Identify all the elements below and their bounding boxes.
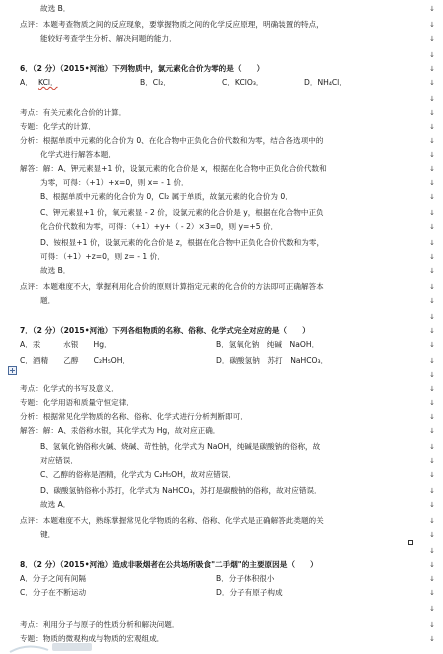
option-c: C．KClO₃． [222, 78, 264, 87]
text-line [0, 220, 443, 234]
line-text: A．分子之间有间隔 [20, 574, 86, 583]
line-text: 分析：根据常见化学物质的名称、俗称、化学式进行分析判断即可． [20, 412, 248, 421]
line-text: 故选 A． [40, 500, 71, 509]
option-right-column [0, 354, 443, 368]
paragraph-mark-icon: ↓ [429, 223, 435, 231]
line-text: B、氢氧化钠俗称火碱、烧碱、苛性钠，化学式为 NaOH，纯碱是碳酸钠的俗称，故 [40, 442, 321, 451]
question-stem: 6．（2 分）（2015•河池）下列物质中，氯元素化合价为零的是（ ） [20, 64, 265, 73]
option-d: D．碳酸氢钠 苏打 NaHCO₃． [216, 356, 329, 365]
line-text: 分析：根据单质中元素的化合价为 0、在化合物中正负化合价代数和为零，结合各选项中的 [20, 136, 324, 145]
text-line [0, 410, 443, 424]
line-text: 为零，可得：（+1）+x=0，则 x= - 1 价． [40, 178, 189, 187]
line-text: 对应错误． [40, 456, 78, 465]
line-text: 解答：解：A、钾元素显+1 价，设氯元素的化合价是 x，根据在化合物中正负化合价代数和 [20, 164, 327, 173]
text-line [0, 264, 443, 278]
paragraph-mark-icon: ↓ [429, 357, 435, 365]
paragraph-mark-icon: ↓ [429, 179, 435, 187]
line-text: 点评：本题难度不大，掌握利用化合价的原则计算指定元素的化合价的方法即可正确解答本 [20, 282, 324, 291]
paragraph-mark-icon: ↓ [429, 21, 435, 29]
paragraph-mark-icon: ↓ [429, 165, 435, 173]
text-line [0, 544, 443, 558]
paragraph-mark-icon: ↓ [429, 209, 435, 217]
text-line [0, 280, 443, 294]
text-line [0, 32, 443, 46]
text-line [0, 528, 443, 542]
paragraph-mark-icon: ↓ [429, 605, 435, 613]
paragraph-mark-icon: ↓ [429, 239, 435, 247]
text-line [0, 148, 443, 162]
line-text: 点评：本题难度不大，熟练掌握常见化学物质的名称、俗称、化学式是正确解答此类题的关 [20, 516, 324, 525]
line-text: 专题：化学用语和质量守恒定律． [20, 398, 134, 407]
text-line [0, 106, 443, 120]
paragraph-mark-icon: ↓ [429, 283, 435, 291]
paragraph-mark-icon: ↓ [429, 151, 435, 159]
paragraph-mark-icon: ↓ [429, 501, 435, 509]
paragraph-mark-icon: ↓ [429, 109, 435, 117]
paragraph-mark-icon: ↓ [429, 193, 435, 201]
watermark-logo [8, 640, 98, 654]
option-right-column [0, 586, 443, 600]
line-text: 考点：利用分子与原子的性质分析和解决问题． [20, 620, 180, 629]
text-line [0, 618, 443, 632]
line-text: 解答：解：A、汞俗称水银，其化学式为 Hg，故对应正确． [20, 426, 221, 435]
paragraph-mark-icon: ↓ [429, 413, 435, 421]
option-a: KCl． [38, 78, 58, 87]
paragraph-mark-icon: ↓ [429, 531, 435, 539]
paragraph-mark-icon: ↓ [429, 123, 435, 131]
table-move-handle-icon[interactable] [8, 366, 17, 375]
line-text: 化合价代数和为零，可得：（+1）+y+（ - 2）×3=0，则 y=+5 价． [40, 222, 279, 231]
line-text: 能较好考查学生分析、解决问题的能力． [40, 34, 177, 43]
text-line [0, 602, 443, 616]
paragraph-mark-icon: ↓ [429, 371, 435, 379]
paragraph-mark-icon: ↓ [429, 313, 435, 321]
text-line [0, 2, 443, 16]
paragraph-mark-icon: ↓ [429, 561, 435, 569]
text-line [0, 310, 443, 324]
paragraph-mark-icon: ↓ [429, 297, 435, 305]
text-line [0, 382, 443, 396]
paragraph-mark-icon: ↓ [429, 575, 435, 583]
option-d: D．NH₄Cl． [304, 78, 347, 87]
text-line [0, 294, 443, 308]
text-line [0, 18, 443, 32]
line-text: 点评：本题考查物质之间的反应现象，要掌握物质之间的化学反应原理，明确装置的特点， [20, 20, 324, 29]
line-text: 专题：化学式的计算． [20, 122, 96, 131]
table-resize-handle-icon[interactable] [408, 540, 413, 545]
line-text: D、碳酸氢钠俗称小苏打，化学式为 NaHCO₃，苏打是碳酸钠的俗称，故对应错误． [40, 486, 322, 495]
text-line [0, 324, 443, 338]
line-text: 考点：化学式的书写及意义． [20, 384, 119, 393]
option-b: B．氢氧化钠 纯碱 NaOH． [216, 340, 320, 349]
line-text: C．酒精 乙醇 C₂H₅OH． [20, 356, 131, 365]
text-line [0, 190, 443, 204]
paragraph-mark-icon: ↓ [429, 517, 435, 525]
question-stem: 7．（2 分）（2015•河池）下列各组物质的名称、俗称、化学式完全对应的是（ ） [20, 326, 310, 335]
line-text: B、根据单质中元素的化合价为 0，Cl₂ 属于单质，故氯元素的化合价为 0． [40, 192, 293, 201]
text-line [0, 514, 443, 528]
paragraph-mark-icon: ↓ [429, 443, 435, 451]
text-line [0, 468, 443, 482]
text-line [0, 176, 443, 190]
line-text: C、钾元素显+1 价，氧元素显 - 2 价，设氯元素的化合价是 y，根据在化合物中正负 [40, 208, 324, 217]
option-right-column [0, 572, 443, 586]
paragraph-mark-icon: ↓ [429, 79, 435, 87]
text-line [0, 368, 443, 382]
text-line [0, 498, 443, 512]
paragraph-mark-icon: ↓ [429, 341, 435, 349]
paragraph-mark-icon: ↓ [429, 35, 435, 43]
paragraph-mark-icon: ↓ [429, 5, 435, 13]
text-line [0, 558, 443, 572]
paragraph-mark-icon: ↓ [429, 399, 435, 407]
paragraph-mark-icon: ↓ [429, 471, 435, 479]
paragraph-mark-icon: ↓ [429, 267, 435, 275]
line-text: C．分子在不断运动 [20, 588, 87, 597]
paragraph-mark-icon: ↓ [429, 327, 435, 335]
option-b: B．Cl₂． [140, 78, 171, 87]
line-text: 考点：有关元素化合价的计算． [20, 108, 127, 117]
line-text: D、铵根显+1 价，设氯元素的化合价是 z，根据在化合物中正负化合价代数和为零， [40, 238, 325, 247]
paragraph-mark-icon: ↓ [429, 137, 435, 145]
paragraph-mark-icon: ↓ [429, 547, 435, 555]
text-line [0, 396, 443, 410]
paragraph-mark-icon: ↓ [429, 95, 435, 103]
paragraph-mark-icon: ↓ [429, 51, 435, 59]
text-line [0, 250, 443, 264]
line-text: 题． [40, 296, 56, 305]
text-line [0, 206, 443, 220]
option-d: D．分子有原子构成 [216, 588, 283, 597]
paragraph-mark-icon: ↓ [429, 385, 435, 393]
text-line [0, 62, 443, 76]
line-text: C、乙醇的俗称是酒精，化学式为 C₂H₅OH，故对应错误． [40, 470, 236, 479]
text-line [0, 162, 443, 176]
option-b: B．分子体积很小 [216, 574, 275, 583]
paragraph-mark-icon: ↓ [429, 65, 435, 73]
line-text: 可得：（+1）+z=0，则 z= - 1 价． [40, 252, 165, 261]
line-text: 化学式进行解答本题． [40, 150, 116, 159]
paragraph-mark-icon: ↓ [429, 589, 435, 597]
paragraph-mark-icon: ↓ [429, 457, 435, 465]
question-stem: 8．（2 分）（2015•河池）造成非吸烟者在公共场所吸食"二手烟"的主要原因是（ ） [20, 560, 318, 569]
paragraph-mark-icon: ↓ [429, 635, 435, 643]
text-line [0, 48, 443, 62]
line-text: A． [20, 78, 33, 87]
line-text: 故选 B． [40, 266, 71, 275]
paragraph-mark-icon: ↓ [429, 621, 435, 629]
option-right-column [0, 338, 443, 352]
q6-options-row [0, 76, 443, 90]
line-text: 专题：物质的微观构成与物质的宏观组成． [20, 634, 165, 643]
text-line [0, 120, 443, 134]
text-line [0, 92, 443, 106]
text-line [0, 484, 443, 498]
paragraph-mark-icon: ↓ [429, 487, 435, 495]
paragraph-mark-icon: ↓ [429, 427, 435, 435]
line-text: 故选 B． [40, 4, 71, 13]
line-text: 键． [40, 530, 56, 539]
text-line [0, 134, 443, 148]
text-line [0, 454, 443, 468]
text-line [0, 440, 443, 454]
line-text: A．汞 水银 Hg． [20, 340, 112, 349]
text-line [0, 424, 443, 438]
text-line [0, 236, 443, 250]
paragraph-mark-icon: ↓ [429, 253, 435, 261]
